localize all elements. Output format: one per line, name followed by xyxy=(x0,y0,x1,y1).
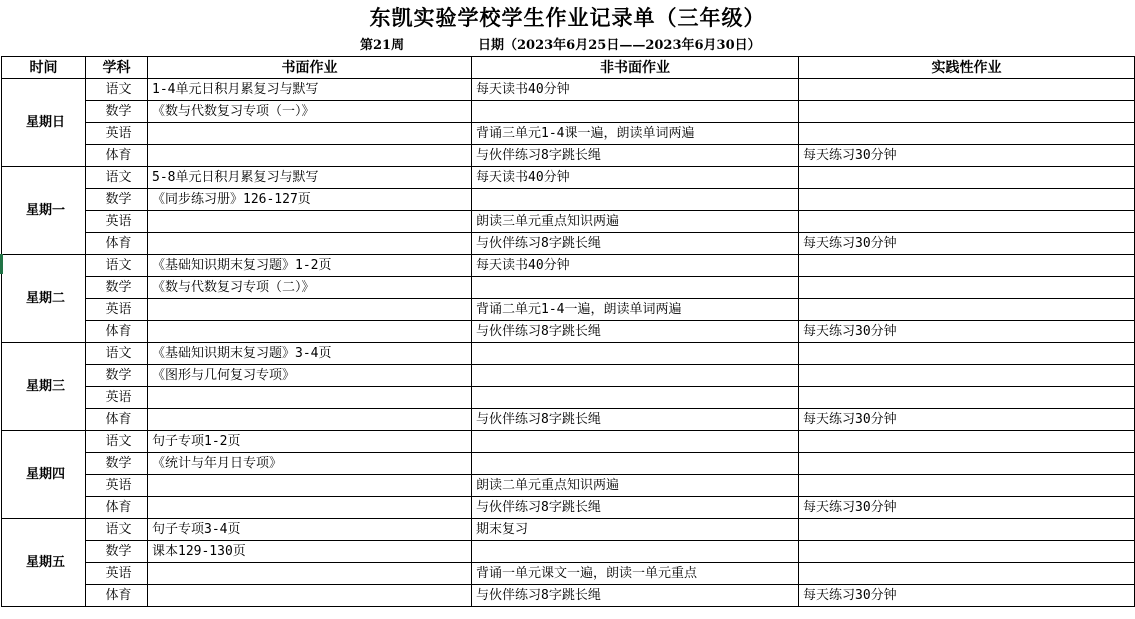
practice-homework-cell[interactable]: 每天练习30分钟 xyxy=(799,145,1135,167)
practice-homework-cell[interactable] xyxy=(799,519,1135,541)
written-homework-cell[interactable] xyxy=(148,563,472,585)
day-cell[interactable]: 星期五 xyxy=(2,519,86,607)
practice-homework-cell[interactable] xyxy=(799,255,1135,277)
nonwritten-homework-cell[interactable]: 期末复习 xyxy=(472,519,799,541)
subject-cell[interactable]: 英语 xyxy=(86,299,148,321)
practice-homework-cell[interactable] xyxy=(799,365,1135,387)
day-cell[interactable]: 星期二 xyxy=(2,255,86,343)
header-nonwritten[interactable]: 非书面作业 xyxy=(472,57,799,79)
subject-cell[interactable]: 数学 xyxy=(86,277,148,299)
practice-homework-cell[interactable] xyxy=(799,541,1135,563)
nonwritten-homework-cell[interactable]: 与伙伴练习8字跳长绳 xyxy=(472,585,799,607)
day-cell[interactable]: 星期日 xyxy=(2,79,86,167)
table-row xyxy=(2,519,1135,541)
subject-cell[interactable]: 体育 xyxy=(86,321,148,343)
subject-cell[interactable]: 语文 xyxy=(86,431,148,453)
practice-homework-cell[interactable] xyxy=(799,475,1135,497)
table-row xyxy=(2,299,1135,321)
table-row xyxy=(2,167,1135,189)
subject-cell[interactable]: 体育 xyxy=(86,585,148,607)
header-subject[interactable]: 学科 xyxy=(86,57,148,79)
practice-homework-cell[interactable] xyxy=(799,299,1135,321)
practice-homework-cell[interactable]: 每天练习30分钟 xyxy=(799,409,1135,431)
header-practice[interactable]: 实践性作业 xyxy=(799,57,1135,79)
written-homework-cell[interactable]: 《基础知识期末复习题》3-4页 xyxy=(148,343,472,365)
nonwritten-homework-cell[interactable]: 与伙伴练习8字跳长绳 xyxy=(472,497,799,519)
nonwritten-homework-cell[interactable] xyxy=(472,387,799,409)
table-row xyxy=(2,211,1135,233)
table-row xyxy=(2,563,1135,585)
subject-cell[interactable]: 数学 xyxy=(86,101,148,123)
homework-table xyxy=(1,56,1135,607)
written-homework-cell[interactable]: 《图形与几何复习专项》 xyxy=(148,365,472,387)
nonwritten-homework-cell[interactable]: 每天读书40分钟 xyxy=(472,167,799,189)
table-row xyxy=(2,541,1135,563)
written-homework-cell[interactable]: 句子专项3-4页 xyxy=(148,519,472,541)
day-cell[interactable]: 星期四 xyxy=(2,431,86,519)
table-row xyxy=(2,189,1135,211)
written-homework-cell[interactable] xyxy=(148,299,472,321)
practice-homework-cell[interactable] xyxy=(799,101,1135,123)
subject-cell[interactable]: 语文 xyxy=(86,519,148,541)
subject-cell[interactable]: 英语 xyxy=(86,211,148,233)
nonwritten-homework-cell[interactable]: 朗读三单元重点知识两遍 xyxy=(472,211,799,233)
subject-cell[interactable]: 数学 xyxy=(86,365,148,387)
subtitle-row xyxy=(0,35,1135,56)
table-row xyxy=(2,343,1135,365)
subject-cell[interactable]: 语文 xyxy=(86,255,148,277)
written-homework-cell[interactable]: 5-8单元日积月累复习与默写 xyxy=(148,167,472,189)
subject-cell[interactable]: 英语 xyxy=(86,123,148,145)
table-row xyxy=(2,365,1135,387)
written-homework-cell[interactable] xyxy=(148,233,472,255)
date-range[interactable]: 日期（2023年6月25日——2023年6月30日） xyxy=(478,38,761,53)
practice-homework-cell[interactable]: 每天练习30分钟 xyxy=(799,585,1135,607)
nonwritten-homework-cell[interactable] xyxy=(472,343,799,365)
written-homework-cell[interactable] xyxy=(148,211,472,233)
nonwritten-homework-cell[interactable]: 与伙伴练习8字跳长绳 xyxy=(472,145,799,167)
written-homework-cell[interactable]: 《同步练习册》126-127页 xyxy=(148,189,472,211)
nonwritten-homework-cell[interactable]: 与伙伴练习8字跳长绳 xyxy=(472,321,799,343)
nonwritten-homework-cell[interactable]: 背诵一单元课文一遍，朗读一单元重点 xyxy=(472,563,799,585)
table-row xyxy=(2,475,1135,497)
written-homework-cell[interactable]: 1-4单元日积月累复习与默写 xyxy=(148,79,472,101)
practice-homework-cell[interactable] xyxy=(799,563,1135,585)
active-row-marker xyxy=(0,254,3,274)
practice-homework-cell[interactable]: 每天练习30分钟 xyxy=(799,497,1135,519)
table-row xyxy=(2,79,1135,101)
nonwritten-homework-cell[interactable]: 每天读书40分钟 xyxy=(472,79,799,101)
subject-cell[interactable]: 体育 xyxy=(86,409,148,431)
practice-homework-cell[interactable] xyxy=(799,277,1135,299)
subject-cell[interactable]: 体育 xyxy=(86,145,148,167)
nonwritten-homework-cell[interactable]: 背诵二单元1-4一遍，朗读单词两遍 xyxy=(472,299,799,321)
written-homework-cell[interactable] xyxy=(148,123,472,145)
nonwritten-homework-cell[interactable]: 与伙伴练习8字跳长绳 xyxy=(472,409,799,431)
header-row xyxy=(2,57,1135,79)
practice-homework-cell[interactable] xyxy=(799,167,1135,189)
day-cell[interactable]: 星期三 xyxy=(2,343,86,431)
practice-homework-cell[interactable] xyxy=(799,123,1135,145)
nonwritten-homework-cell[interactable] xyxy=(472,277,799,299)
subject-cell[interactable]: 英语 xyxy=(86,387,148,409)
nonwritten-homework-cell[interactable]: 背诵三单元1-4课一遍，朗读单词两遍 xyxy=(472,123,799,145)
written-homework-cell[interactable] xyxy=(148,475,472,497)
header-written[interactable]: 书面作业 xyxy=(148,57,472,79)
table-row xyxy=(2,431,1135,453)
table-row xyxy=(2,101,1135,123)
nonwritten-homework-cell[interactable] xyxy=(472,431,799,453)
practice-homework-cell[interactable] xyxy=(799,431,1135,453)
written-homework-cell[interactable]: 《数与代数复习专项（二）》 xyxy=(148,277,472,299)
subject-cell[interactable]: 体育 xyxy=(86,233,148,255)
written-homework-cell[interactable] xyxy=(148,321,472,343)
practice-homework-cell[interactable] xyxy=(799,387,1135,409)
written-homework-cell[interactable] xyxy=(148,145,472,167)
nonwritten-homework-cell[interactable]: 每天读书40分钟 xyxy=(472,255,799,277)
nonwritten-homework-cell[interactable] xyxy=(472,189,799,211)
table-row xyxy=(2,255,1135,277)
subject-cell[interactable]: 语文 xyxy=(86,79,148,101)
table-row xyxy=(2,321,1135,343)
written-homework-cell[interactable] xyxy=(148,585,472,607)
nonwritten-homework-cell[interactable] xyxy=(472,365,799,387)
written-homework-cell[interactable]: 《基础知识期末复习题》1-2页 xyxy=(148,255,472,277)
table-row xyxy=(2,585,1135,607)
practice-homework-cell[interactable]: 每天练习30分钟 xyxy=(799,233,1135,255)
subject-cell[interactable]: 英语 xyxy=(86,475,148,497)
sheet-title[interactable]: 东凯实验学校学生作业记录单（三年级） xyxy=(369,5,766,30)
table-row xyxy=(2,277,1135,299)
practice-homework-cell[interactable] xyxy=(799,79,1135,101)
table-row xyxy=(2,145,1135,167)
practice-homework-cell[interactable] xyxy=(799,189,1135,211)
subject-cell[interactable]: 英语 xyxy=(86,563,148,585)
nonwritten-homework-cell[interactable]: 朗读二单元重点知识两遍 xyxy=(472,475,799,497)
subject-cell[interactable]: 数学 xyxy=(86,541,148,563)
table-body xyxy=(2,79,1135,607)
written-homework-cell[interactable]: 课本129-130页 xyxy=(148,541,472,563)
written-homework-cell[interactable]: 句子专项1-2页 xyxy=(148,431,472,453)
table-row xyxy=(2,497,1135,519)
table-row xyxy=(2,453,1135,475)
practice-homework-cell[interactable] xyxy=(799,453,1135,475)
subject-cell[interactable]: 数学 xyxy=(86,189,148,211)
table-row xyxy=(2,409,1135,431)
week-label[interactable]: 第21周 xyxy=(360,38,405,53)
written-homework-cell[interactable]: 《统计与年月日专项》 xyxy=(148,453,472,475)
table-row xyxy=(2,233,1135,255)
nonwritten-homework-cell[interactable]: 与伙伴练习8字跳长绳 xyxy=(472,233,799,255)
practice-homework-cell[interactable]: 每天练习30分钟 xyxy=(799,321,1135,343)
subject-cell[interactable]: 数学 xyxy=(86,453,148,475)
nonwritten-homework-cell[interactable] xyxy=(472,541,799,563)
nonwritten-homework-cell[interactable] xyxy=(472,453,799,475)
written-homework-cell[interactable] xyxy=(148,409,472,431)
written-homework-cell[interactable] xyxy=(148,497,472,519)
written-homework-cell[interactable] xyxy=(148,387,472,409)
practice-homework-cell[interactable] xyxy=(799,211,1135,233)
written-homework-cell[interactable]: 《数与代数复习专项（一）》 xyxy=(148,101,472,123)
subject-cell[interactable]: 语文 xyxy=(86,167,148,189)
day-cell[interactable]: 星期一 xyxy=(2,167,86,255)
subject-cell[interactable]: 语文 xyxy=(86,343,148,365)
table-row xyxy=(2,387,1135,409)
practice-homework-cell[interactable] xyxy=(799,343,1135,365)
subject-cell[interactable]: 体育 xyxy=(86,497,148,519)
table-row xyxy=(2,123,1135,145)
header-time[interactable]: 时间 xyxy=(2,57,86,79)
nonwritten-homework-cell[interactable] xyxy=(472,101,799,123)
